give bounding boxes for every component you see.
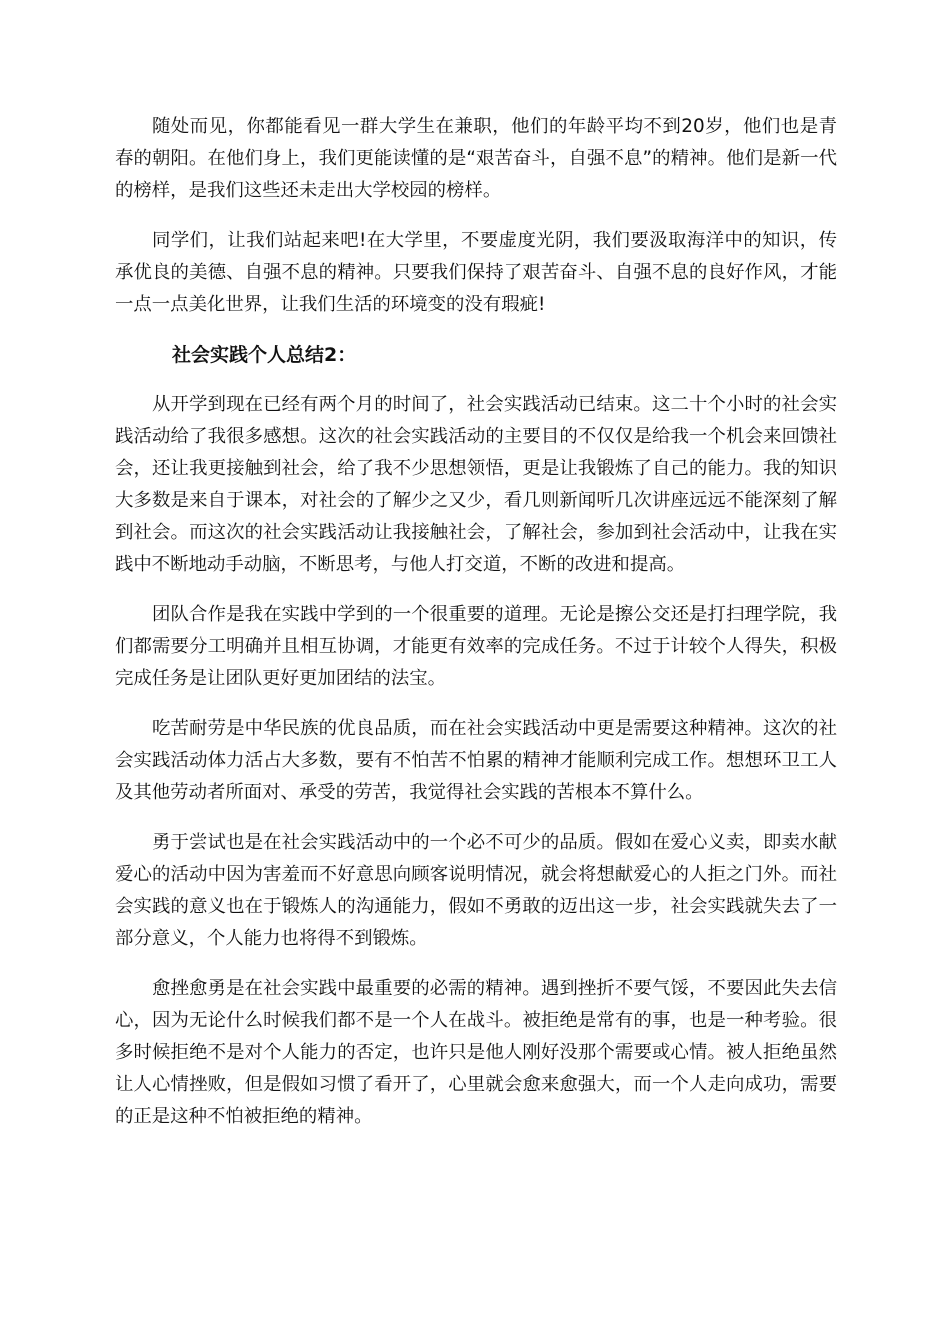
paragraph-hard-work: 吃苦耐劳是中华民族的优良品质，而在社会实践活动中更是需要这种精神。这次的社会实践活动体力活占大多数，要有不怕苦不怕累的精神才能顺利完成工作。想想环卫工人及其他劳动者所面对、承受的劳苦，我觉得社会实践的苦根本不算什么。 xyxy=(115,718,837,803)
paragraph-practice-overview: 从开学到现在已经有两个月的时间了，社会实践活动已结束。这二十个小时的社会实践活动给了我很多感想。这次的社会实践活动的主要目的不仅仅是给我一个机会来回馈社会，还让我更接触到社会，给了我不少思想领悟，更是让我锻炼了自己的能力。我的知识大多数是来自于课本，对社会的了解少之又少，看几则新闻听几次讲座远远不能深刻了解到社会。而这次的社会实践活动让我接触社会，了解社会，参加到社会活动中，让我在实践中不断地动手动脑，不断思考，与他人打交道，不断的改进和提高。 xyxy=(115,394,837,575)
paragraph-part-time-students: 随处而见，你都能看见一群大学生在兼职，他们的年龄平均不到20岁，他们也是青春的朝阳。在他们身上，我们更能读懂的是“艰苦奋斗，自强不息”的精神。他们是新一代的榜样，是我们这些还未走出大学校园的榜样。 xyxy=(115,116,837,201)
paragraph-resilience: 愈挫愈勇是在社会实践中最重要的必需的精神。遇到挫折不要气馁，不要因此失去信心，因为无论什么时候我们都不是一个人在战斗。被拒绝是常有的事，也是一种考验。很多时候拒绝不是对个人能力的否定，也许只是他人刚好没那个需要或心情。被人拒绝虽然让人心情挫败，但是假如习惯了看开了，心里就会愈来愈强大，而一个人走向成功，需要的正是这种不怕被拒绝的精神。 xyxy=(115,978,837,1127)
paragraph-teamwork: 团队合作是我在实践中学到的一个很重要的道理。无论是擦公交还是打扫理学院，我们都需要分工明确并且相互协调，才能更有效率的完成任务。不过于计较个人得失，积极完成任务是让团队更好更加团结的法宝。 xyxy=(115,604,837,689)
paragraph-courage-to-try: 勇于尝试也是在社会实践活动中的一个必不可少的品质。假如在爱心义卖，即卖水献爱心的活动中因为害羞而不好意思向顾客说明情况，就会将想献爱心的人拒之门外。而社会实践的意义也在于锻炼人的沟通能力，假如不勇敢的迈出这一步，社会实践就失去了一部分意义，个人能力也将得不到锻炼。 xyxy=(115,832,837,949)
section-heading: 社会实践个人总结2： xyxy=(172,344,357,366)
document-body xyxy=(115,111,837,1151)
paragraph-call-to-classmates: 同学们，让我们站起来吧!在大学里，不要虚度光阴，我们要汲取海洋中的知识，传承优良的美德、自强不息的精神。只要我们保持了艰苦奋斗、自强不息的良好作风，才能一点一点美化世界，让我们生活的环境变的没有瑕疵! xyxy=(115,230,837,315)
